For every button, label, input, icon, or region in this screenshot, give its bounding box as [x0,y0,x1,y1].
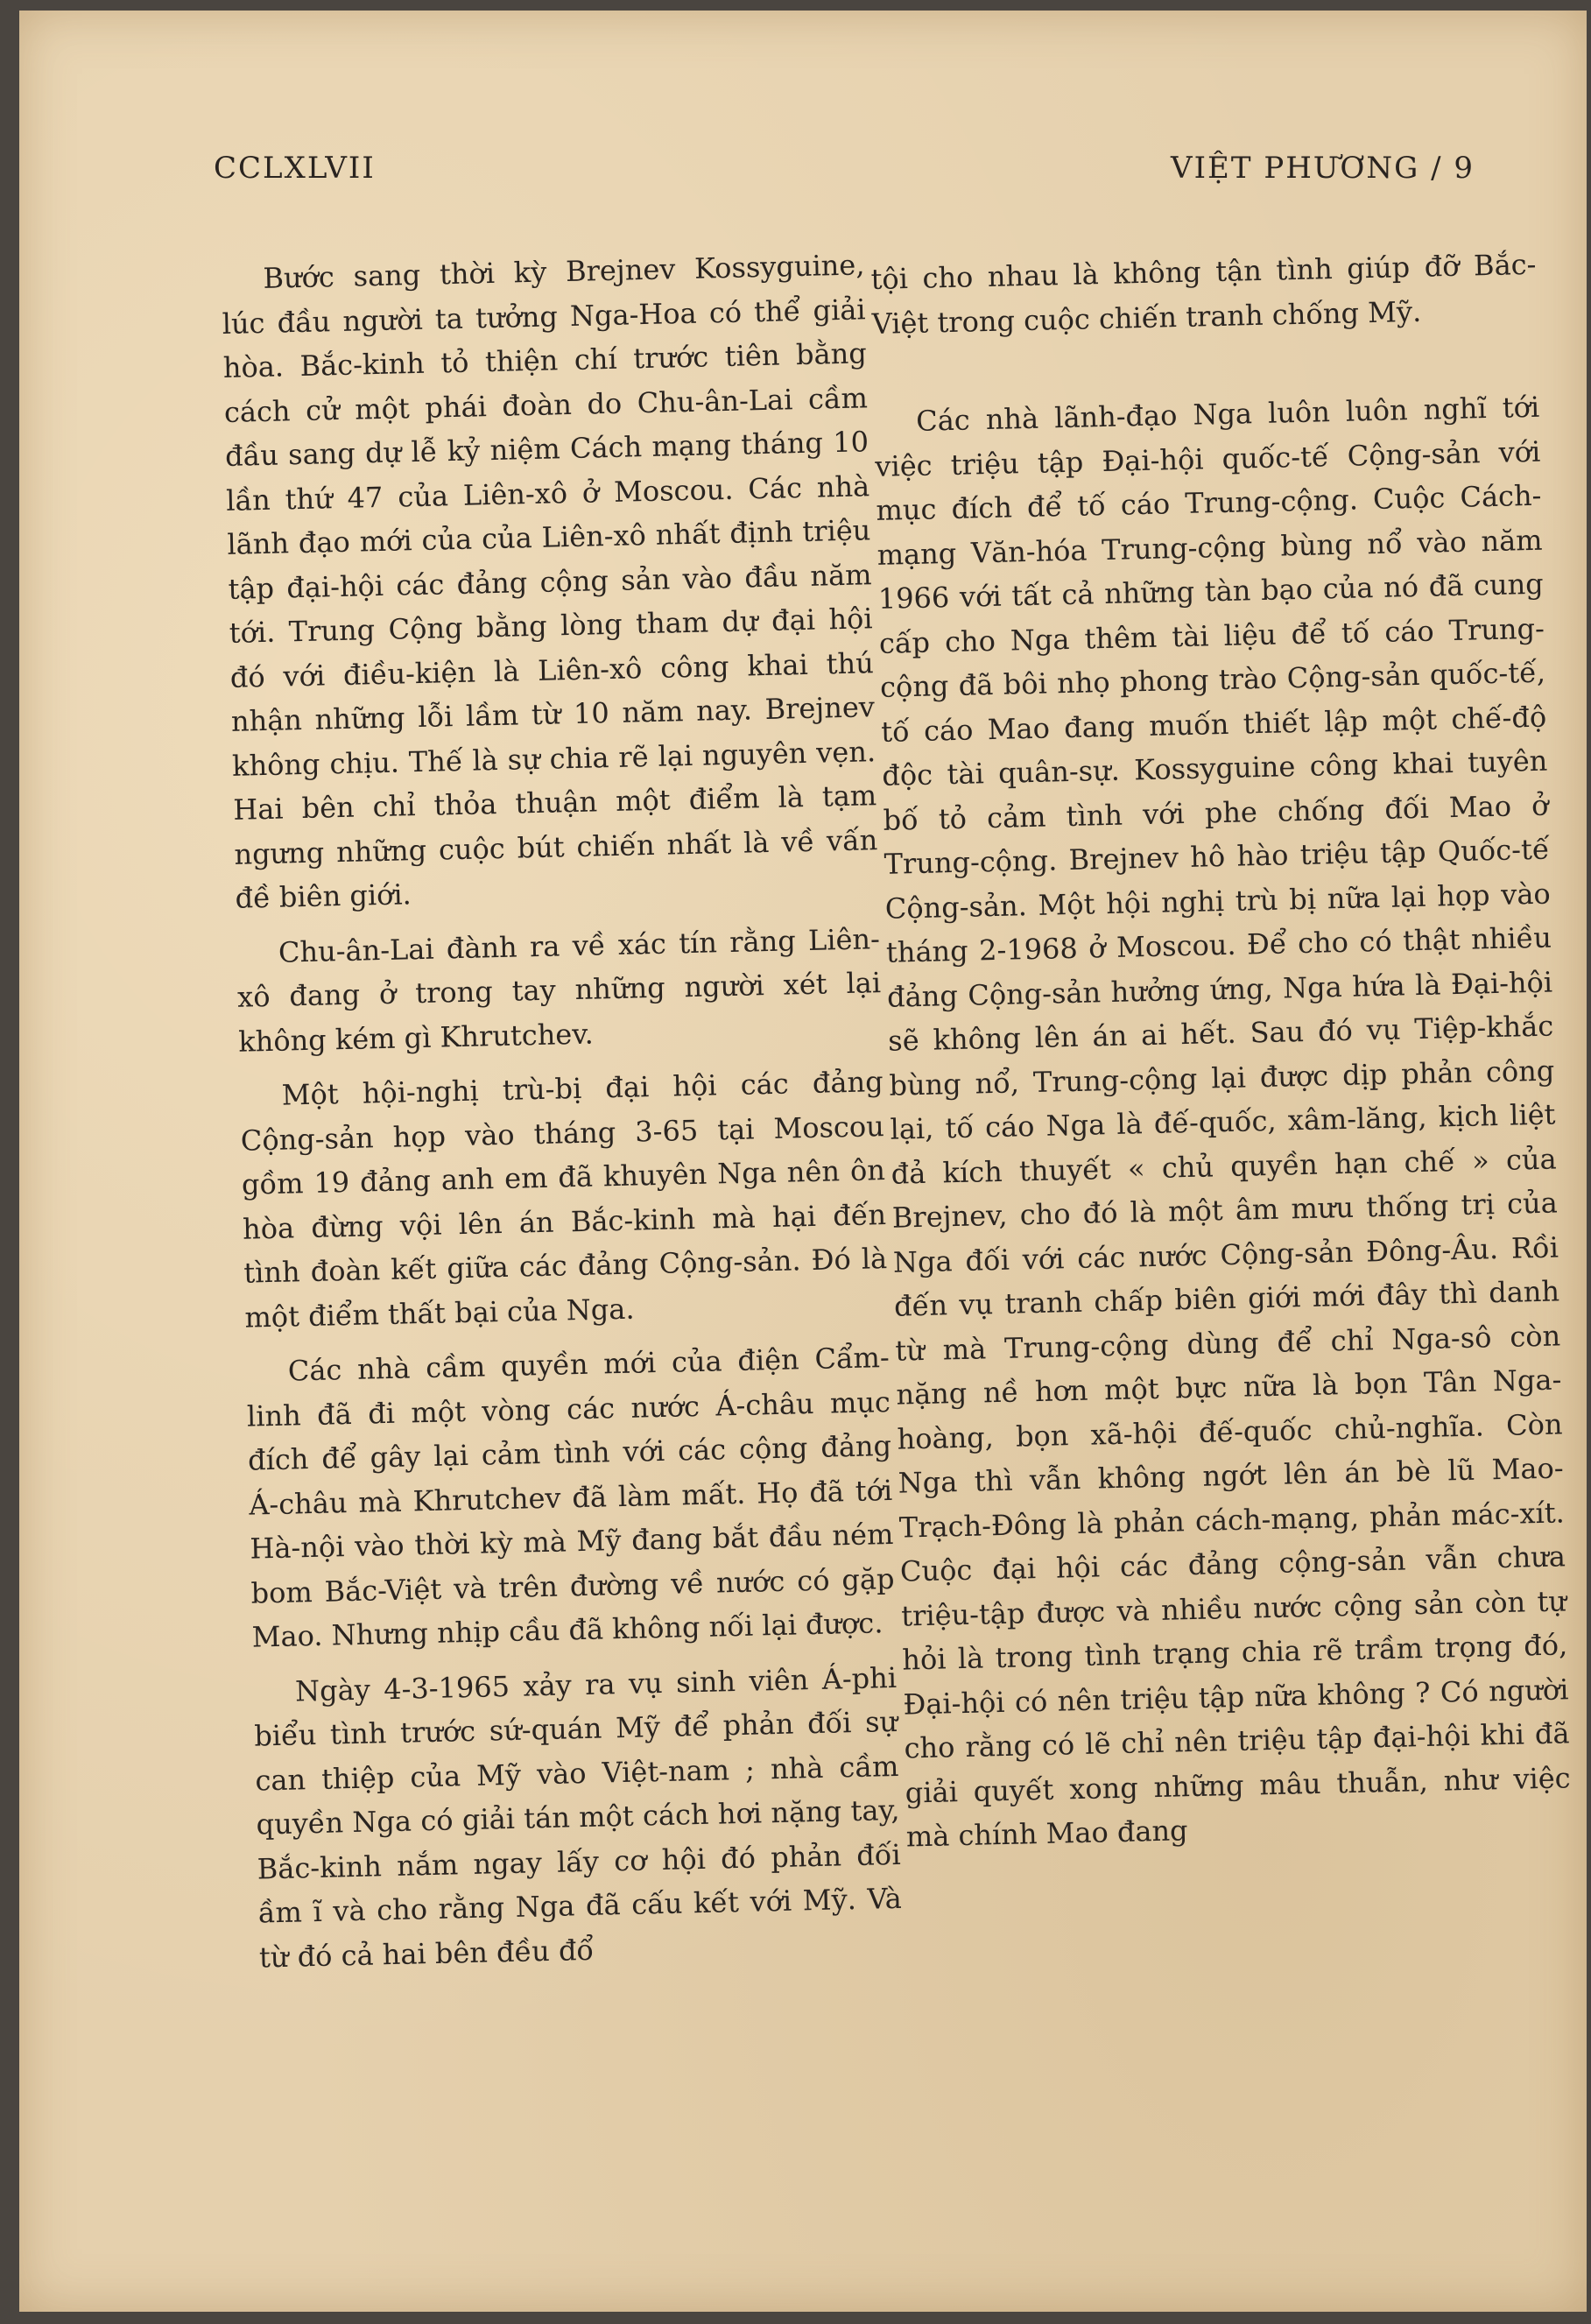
paragraph: Chu-ân-Lai đành ra về xác tín rằng Liên-xô đang ở trong tay những người xét lại không kém gì Khrutchev. [236,921,882,1059]
paragraph: Các nhà cầm quyền mới của điện Cẩm-linh đã đi một vòng các nước Á-châu mục đích để gây lại cảm tình với các cộng đảng Á-châu mà Khrutchev đã làm mất. Họ đã tới Hà-nội vào thời kỳ mà Mỹ đang bắt đầu ném bom Bắc-Việt và trên đường về nước có gặp Mao. Nhưng nhịp cầu đã không nối lại được. [246,1341,895,1654]
paragraph: tội cho nhau là không tận tình giúp đỡ Bắc-Việt trong cuộc chiến tranh chống Mỹ. [870,247,1537,341]
left-column [221,243,904,1989]
page-header-right: VIỆT PHƯƠNG / 9 [1171,151,1475,186]
paragraph: Ngày 4-3-1965 xảy ra vụ sinh viên Á-phi biểu tình trước sứ-quán Mỹ để phản đối sự can thiệp của Mỹ vào Việt-nam ; nhà cầm quyền Nga có giải tán một cách hơi nặng tay, Bắc-kinh nắm ngay lấy cơ hội đó phản đối ầm ĩ và cho rằng Nga đã cấu kết với Mỹ. Và từ đó cả hai bên đều đổ [253,1660,903,1974]
page-header-left: CCLXLVII [214,151,376,186]
paragraph: Một hội-nghị trù-bị đại hội các đảng Cộng-sản họp vào tháng 3-65 tại Moscou gồm 19 đảng anh em đã khuyên Nga nên ôn hòa đừng vội lên án Bắc-kinh mà hại đến tình đoàn kết giữa các đảng Cộng-sản. Đó là một điểm thất bại của Nga. [240,1065,888,1335]
right-column [870,243,1573,1870]
paragraph: Bước sang thời kỳ Brejnev Kossyguine, lúc đầu người ta tưởng Nga-Hoa có thể giải hòa. Bắc-kinh tỏ thiện chí trước tiên bằng cách cử một phái đoàn do Chu-ân-Lai cầm đầu sang dự lễ kỷ niệm Cách mạng tháng 10 lần thứ 47 của Liên-xô ở Moscou. Các nhà lãnh đạo mới của của Liên-xô nhất định triệu tập đại-hội các đảng cộng sản vào đầu năm tới. Trung Cộng bằng lòng tham dự đại hội đó với điều-kiện là Liên-xô công khai thú nhận những lỗi lầm từ 10 năm nay. Brejnev không chịu. Thế là sự chia rẽ lại nguyên vẹn. Hai bên chỉ thỏa thuận một điểm là tạm ngưng những cuộc bút chiến nhất là về vấn đề biên giới. [222,248,878,915]
book-page [19,11,1587,2312]
paragraph: Các nhà lãnh-đạo Nga luôn luôn nghĩ tới việc triệu tập Đại-hội quốc-tế Cộng-sản với mục đích để tố cáo Trung-cộng. Cuộc Cách-mạng Văn-hóa Trung-cộng bùng nổ vào năm 1966 với tất cả những tàn bạo của nó đã cung cấp cho Nga thêm tài liệu để tố cáo Trung-cộng đã bôi nhọ phong trào Cộng-sản quốc-tế, tố cáo Mao đang muốn thiết lập một chế-độ độc tài quân-sự. Kossyguine công khai tuyên bố tỏ cảm tình với phe chống đối Mao ở Trung-cộng. Brejnev hô hào triệu tập Quốc-tế Cộng-sản. Một hội nghị trù bị nữa lại họp vào tháng 2-1968 ở Moscou. Để cho có thật nhiều đảng Cộng-sản hưởng ứng, Nga hứa là Đại-hội sẽ không lên án ai hết. Sau đó vụ Tiệp-khắc bùng nổ, Trung-cộng lại được dịp phản công lại, tố cáo Nga là đế-quốc, xâm-lăng, kịch liệt đả kích thuyết « chủ quyền hạn chế » của Brejnev, cho đó là một âm mưu thống trị của Nga đối với các nước Cộng-sản Đông-Âu. Rồi đến vụ tranh chấp biên giới mới đây thì danh từ mà Trung-cộng dùng để chỉ Nga-sô còn nặng nề hơn một bực nữa là bọn Tân Nga-hoàng, bọn xã-hội đế-quốc chủ-nghĩa. Còn Nga thì vẫn không ngớt lên án bè lũ Mao-Trạch-Đông là phản cách-mạng, phản mác-xít. Cuộc đại hội các đảng cộng-sản vẫn chưa triệu-tập được và nhiều nước cộng sản còn tự hỏi là trong tình trạng chia rẽ trầm trọng đó, Đại-hội có nên triệu tập nữa không ? Có người cho rằng có lẽ chỉ nên triệu tập đại-hội khi đã giải quyết xong những mâu thuẫn, như việc mà chính Mao đang [874,390,1572,1854]
